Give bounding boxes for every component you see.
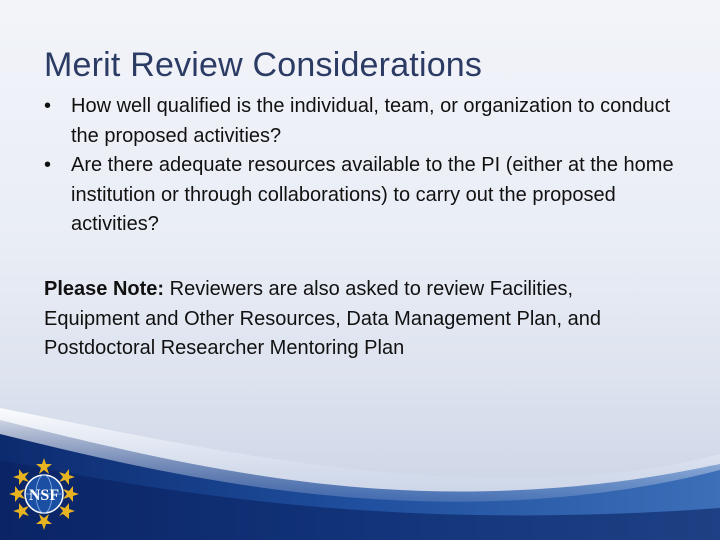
bullet-icon: •	[44, 95, 52, 117]
bullet-text: Are there adequate resources available to the PI (either at the home institution or through collaborations) to carry out the proposed activities?	[71, 154, 674, 235]
bullet-item	[44, 92, 684, 151]
decorative-wave-band	[0, 390, 720, 540]
logo-text: NSF	[28, 487, 60, 504]
bullet-icon: •	[44, 154, 52, 176]
bullet-text: How well qualified is the individual, team, or organization to conduct the proposed activities?	[71, 95, 671, 147]
note-paragraph	[44, 275, 604, 364]
note-text: Reviewers are also asked to review Facilities, Equipment and Other Resources, Data Management Plan, and Postdoctoral Researcher Mentoring Plan	[44, 278, 601, 359]
nsf-globe-logo-icon	[7, 457, 81, 531]
slide-title: Merit Review Considerations	[44, 46, 483, 84]
bullet-item	[44, 151, 684, 240]
note-lead: Please Note:	[44, 278, 165, 300]
bullet-list	[44, 92, 684, 240]
